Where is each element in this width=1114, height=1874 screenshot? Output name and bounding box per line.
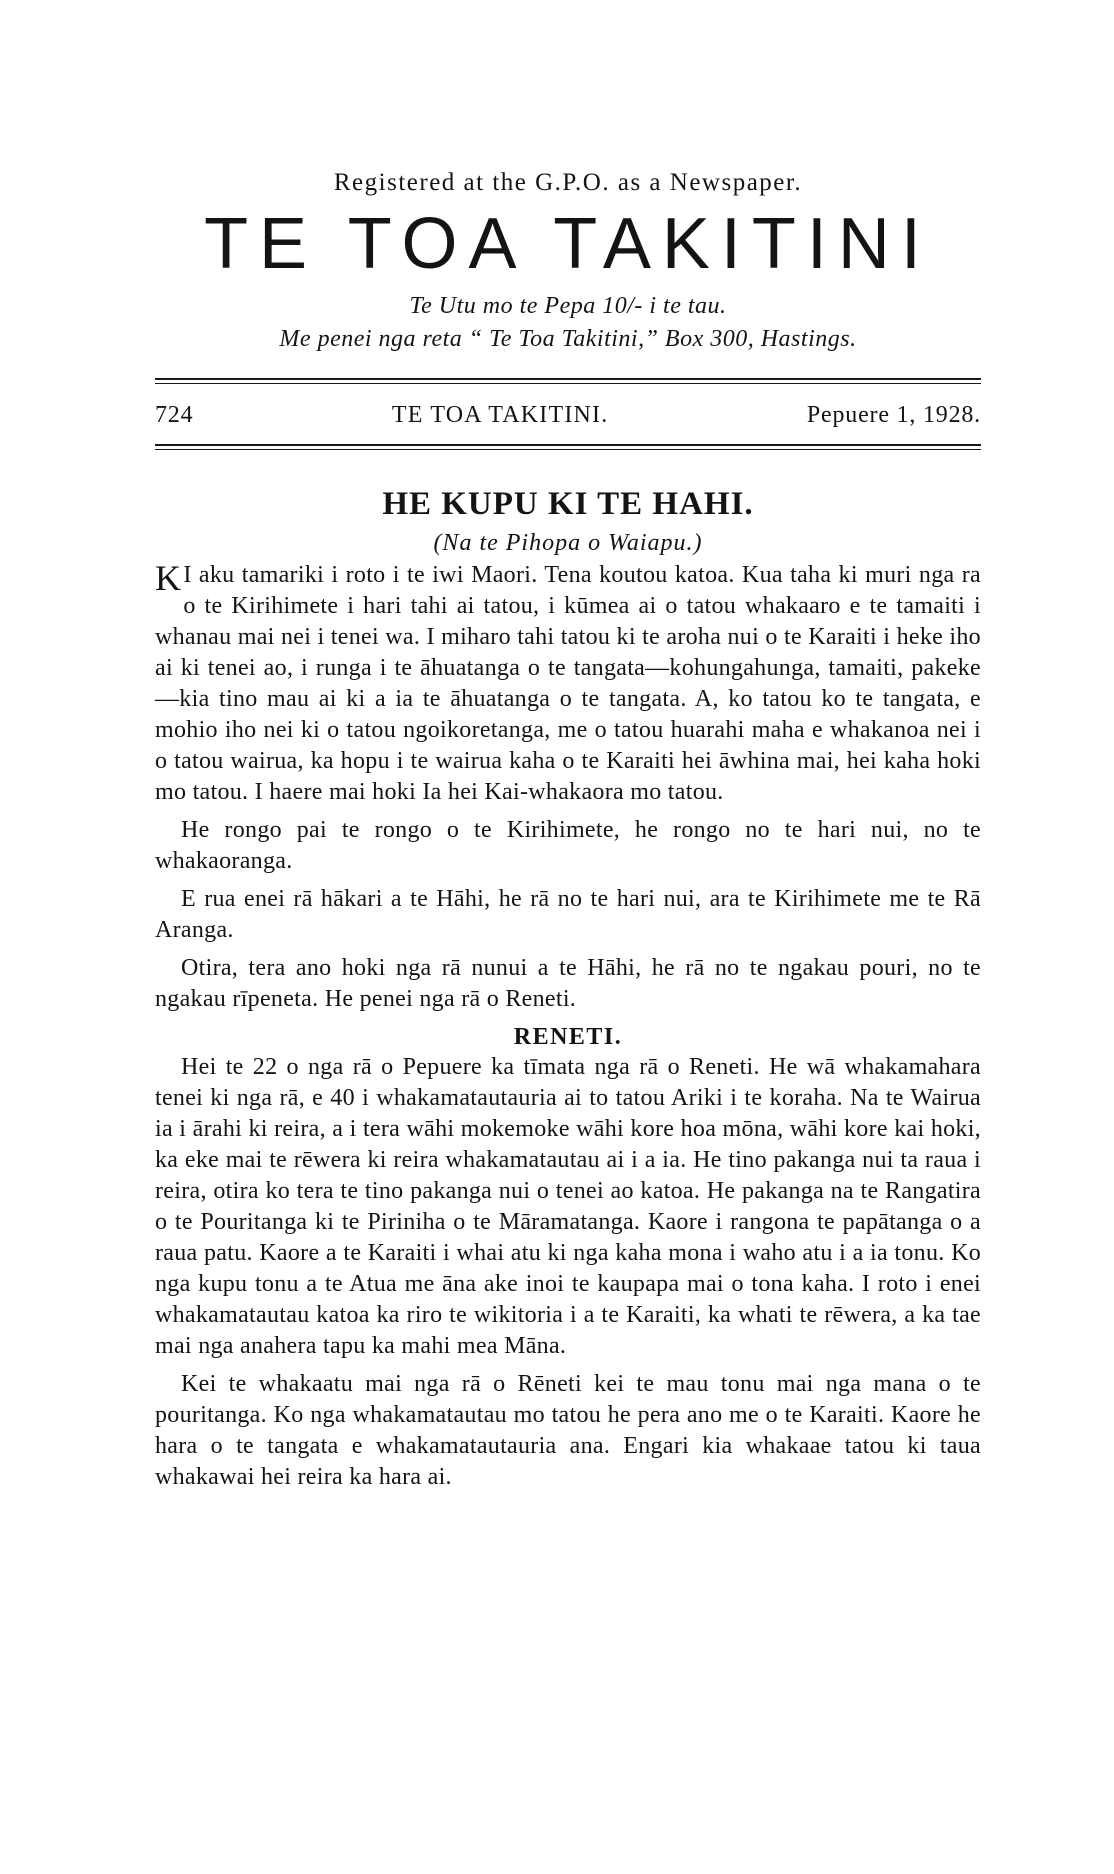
newspaper-page — [155, 168, 981, 1500]
running-title: TE TOA TAKITINI. — [391, 402, 609, 428]
section-title: RENETI. — [513, 1024, 623, 1050]
paragraph-2: He rongo pai te rongo o te Kirihimete, he rongo no te hari nui, no te whakaoranga. — [155, 817, 981, 874]
drop-cap: K — [155, 558, 182, 598]
paragraph-6: Kei te whakaatu mai nga rā o Rēneti kei te mau tonu mai nga mana o te pouritanga. Ko nga whakamatautau mo tatou he pera ano me o te Karaiti. Kaore he hara o te tangata e whakamatautauria ana. Engari kia whakaae tatou ki taua whakawai hei reira ka hara ai. — [155, 1371, 981, 1490]
newspaper-title: TE TOA TAKITINI — [204, 204, 932, 284]
article-title: HE KUPU KI TE HAHI. — [382, 486, 754, 522]
paragraph-3: E rua enei rā hākari a te Hāhi, he rā no te hari nui, ara te Kirihimete me te Rā Aranga. — [155, 886, 981, 943]
subscription-price: Te Utu mo te Pepa 10/- i te tau. — [409, 293, 727, 319]
article-byline: (Na te Pihopa o Waiapu.) — [433, 530, 703, 556]
postal-address: Me penei nga reta “ Te Toa Takitini,” Box 300, Hastings. — [279, 326, 857, 352]
page-number: 724 — [155, 402, 194, 428]
registration-notice: Registered at the G.P.O. as a Newspaper. — [333, 169, 803, 196]
header-rule-bottom — [155, 444, 981, 450]
running-header — [155, 384, 981, 444]
paragraph-1-text: I aku tamariki i roto i te iwi Maori. Tena koutou katoa. Kua taha ki muri nga ra o te Kirihimete i hari tahi ai tatou, i kūmea ai o tatou whakaaro e te tamaiti i whanau mai nei i tenei wa. I miharo tahi tatou ki te aroha nui o te Karaiti i heke iho ai ki tenei ao, i runga i te āhuatanga o te tangata—kohungahunga, tamaiti, pakeke—kia tino mau ai ki a ia te āhuatanga o te tangata. A, ko tatou ko te tangata, e mohio iho nei ki o tatou ngoikoretanga, me o tatou huarahi maha e whakanoa nei i o tatou wairua, ka hopu i te wairua kaha o te Karaiti hei āwhina mai, hei kaha hoki mo tatou. I haere mai hoki Ia hei Kai-whakaora mo tatou. — [155, 562, 981, 805]
paragraph-1 — [155, 560, 981, 808]
paragraph-5: Hei te 22 o nga rā o Pepuere ka tīmata nga rā o Reneti. He wā whakamahara tenei ki nga rā, e 40 i whakamatautauria ai to tatou Ariki i te koraha. Na te Wairua ia i ārahi ki reira, a i tera wāhi mokemoke wāhi kore hoa mōna, wāhi kore kai hoki, ka eke mai te rēwera ki reira whakamatautau ai i a ia. He tino pakanga nui ta raua i reira, otira ko tera te tino pakanga nui o tenei ao katoa. He pakanga na te Rangatira o te Pouritanga ki te Piriniha o te Māramatanga. Kaore i rangona te papātanga o a raua patu. Kaore a te Karaiti i whai atu ki nga kaha mona i waho atu i a ia tonu. Ko nga kupu tonu a te Atua me āna ake inoi te kaupapa mai o tona kaha. I roto i enei whakamatautau katoa ka riro te wikitoria i a te Karaiti, ka whati te rēwera, a ka tae mai nga anahera tapu ka mahi mea Māna. — [155, 1054, 981, 1359]
issue-date: Pepuere 1, 1928. — [806, 402, 981, 428]
paragraph-4: Otira, tera ano hoki nga rā nunui a te Hāhi, he rā no te ngakau pouri, no te ngakau rīpeneta. He penei nga rā o Reneti. — [155, 955, 981, 1012]
